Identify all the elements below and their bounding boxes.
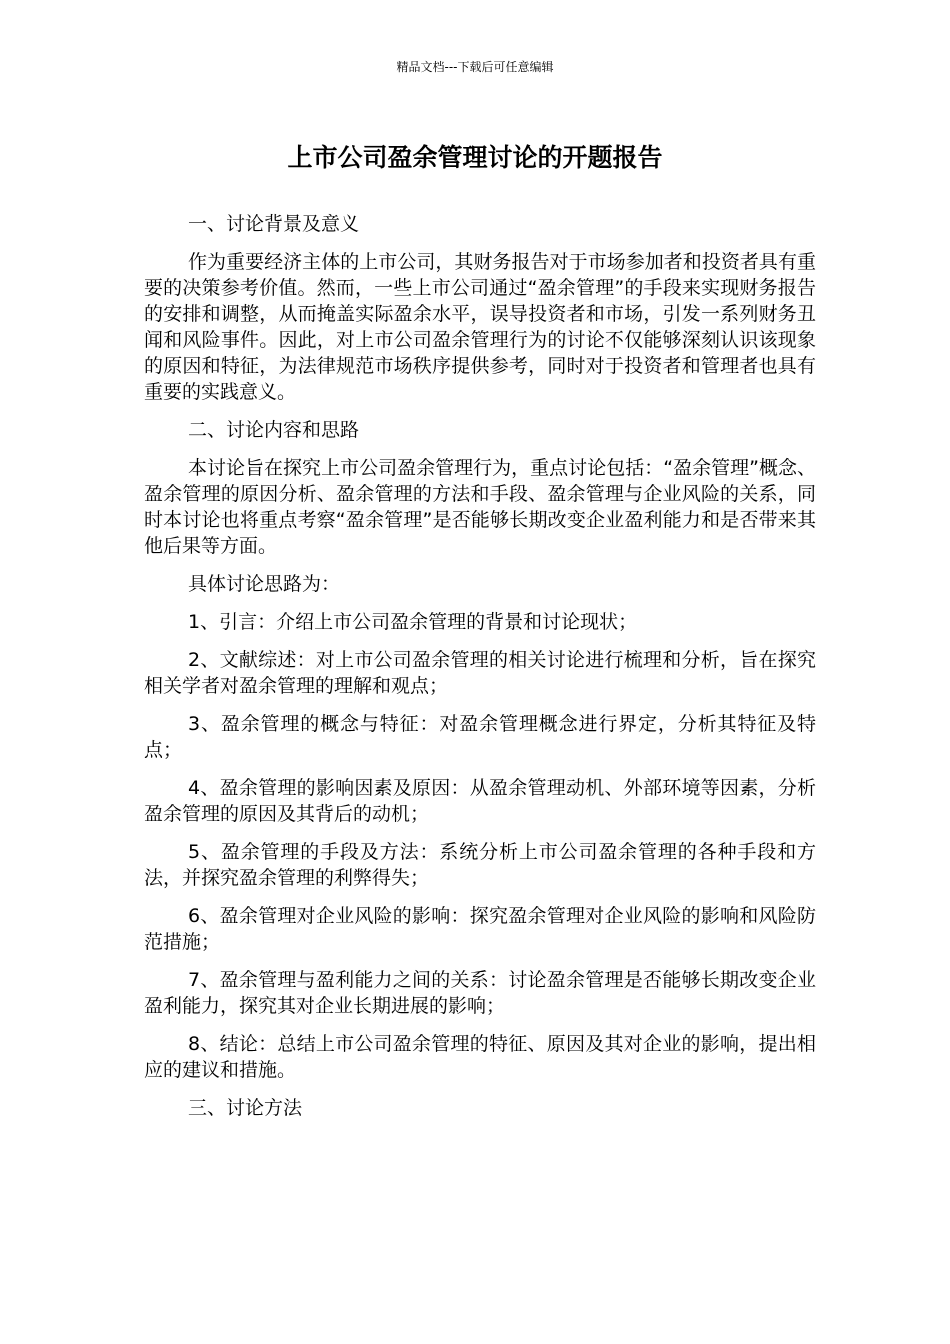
- paragraph-approach-intro: 具体讨论思路为：: [188, 573, 341, 595]
- section-heading-background: 一、讨论背景及意义: [188, 213, 360, 235]
- list-item-5: 5、盈余管理的手段及方法：系统分析上市公司盈余管理的各种手段和方法，并探究盈余管理的利弊得失；: [144, 841, 816, 889]
- paragraph-background: 作为重要经济主体的上市公司，其财务报告对于市场参加者和投资者具有重要的决策参考价值。然而，一些上市公司通过“盈余管理”的手段来实现财务报告的安排和调整，从而掩盖实际盈余水平，误导投资者和市场，引发一系列财务丑闻和风险事件。因此，对上市公司盈余管理行为的讨论不仅能够深刻认识该现象的原因和特征，为法律规范市场秩序提供参考，同时对于投资者和管理者也具有重要的实践意义。: [144, 251, 816, 403]
- section-heading-content: 二、讨论内容和思路: [188, 419, 360, 441]
- header-note: 精品文档---下载后可任意编辑: [396, 60, 554, 74]
- list-item-7: 7、盈余管理与盈利能力之间的关系：讨论盈余管理是否能够长期改变企业盈利能力，探究其对企业长期进展的影响；: [144, 969, 816, 1017]
- list-item-6: 6、盈余管理对企业风险的影响：探究盈余管理对企业风险的影响和风险防范措施；: [144, 905, 816, 953]
- list-item-3: 3、盈余管理的概念与特征：对盈余管理概念进行界定，分析其特征及特点；: [144, 713, 816, 761]
- list-item-2: 2、文献综述：对上市公司盈余管理的相关讨论进行梳理和分析，旨在探究相关学者对盈余管理的理解和观点；: [144, 649, 816, 697]
- document-title: 上市公司盈余管理讨论的开题报告: [287, 143, 663, 172]
- list-item-1: 1、引言：介绍上市公司盈余管理的背景和讨论现状；: [188, 611, 638, 633]
- document-body: [144, 211, 816, 1133]
- paragraph-content: 本讨论旨在探究上市公司盈余管理行为，重点讨论包括：“盈余管理”概念、盈余管理的原因分析、盈余管理的方法和手段、盈余管理与企业风险的关系，同时本讨论也将重点考察“盈余管理”是否能够长期改变企业盈利能力和是否带来其他后果等方面。: [144, 457, 816, 557]
- section-heading-method: 三、讨论方法: [188, 1097, 303, 1119]
- list-item-4: 4、盈余管理的影响因素及原因：从盈余管理动机、外部环境等因素，分析盈余管理的原因及其背后的动机；: [144, 777, 816, 825]
- list-item-8: 8、结论：总结上市公司盈余管理的特征、原因及其对企业的影响，提出相应的建议和措施。: [144, 1033, 816, 1081]
